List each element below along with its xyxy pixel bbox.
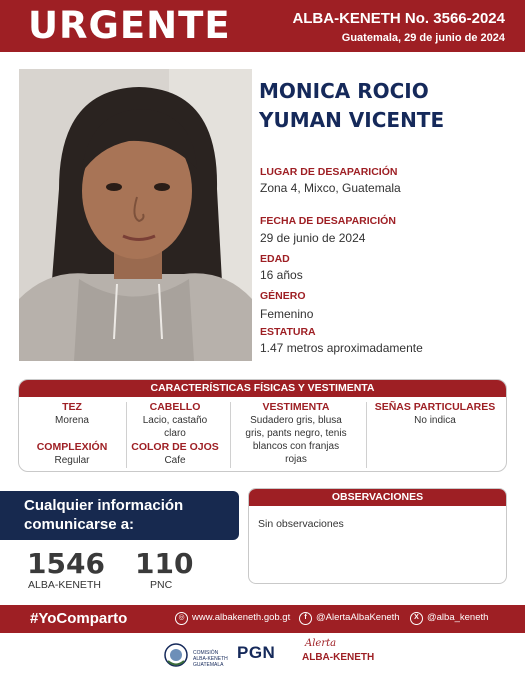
observations-box bbox=[248, 488, 507, 584]
clothing-column bbox=[231, 401, 361, 466]
twitter-link[interactable] bbox=[410, 610, 488, 626]
observations-text: Sin observaciones bbox=[258, 518, 344, 530]
clothing-line-1: Sudadero gris, blusa bbox=[250, 415, 342, 426]
twitter-text: @alba_keneth bbox=[427, 612, 489, 623]
name-line-1: MONICA ROCIO bbox=[259, 79, 429, 103]
hair-column bbox=[127, 401, 223, 440]
facebook-text: @AlertaAlbaKeneth bbox=[316, 612, 400, 623]
alert-location-date: Guatemala, 29 de junio de 2024 bbox=[341, 32, 505, 44]
x-icon: X bbox=[410, 612, 423, 625]
date-label: FECHA DE DESAPARICIÓN bbox=[260, 215, 396, 227]
eyes-column bbox=[127, 441, 223, 467]
pnc-phone[interactable]: 110 bbox=[135, 547, 194, 580]
gender-value: Femenino bbox=[260, 307, 314, 321]
clothing-label: VESTIMENTA bbox=[262, 401, 330, 413]
gender-label: GÉNERO bbox=[260, 290, 306, 302]
complexion-column bbox=[27, 441, 117, 467]
contact-line-2: comunicarse a: bbox=[24, 516, 135, 533]
hair-value-line-1: Lacio, castaño bbox=[142, 415, 208, 426]
marks-label: SEÑAS PARTICULARES bbox=[374, 401, 496, 413]
footer-bar bbox=[0, 605, 525, 633]
contact-text bbox=[24, 496, 183, 534]
hair-label: CABELLO bbox=[149, 401, 201, 413]
contact-line-1: Cualquier información bbox=[24, 497, 184, 514]
name-line-2: YUMAN VICENTE bbox=[259, 108, 445, 132]
height-label: ESTATURA bbox=[260, 326, 316, 338]
place-value: Zona 4, Mixco, Guatemala bbox=[260, 181, 401, 195]
marks-value: No indica bbox=[414, 415, 456, 426]
alba-keneth-logo-text: ALBA-KENETH bbox=[302, 652, 375, 663]
observations-title: OBSERVACIONES bbox=[249, 489, 506, 506]
hashtag: #YoComparto bbox=[30, 610, 128, 627]
tez-column bbox=[27, 401, 117, 427]
facebook-icon: f bbox=[299, 612, 312, 625]
alert-number: ALBA-KENETH No. 3566-2024 bbox=[292, 10, 505, 27]
age-label: EDAD bbox=[260, 253, 290, 265]
alba-keneth-phone-label: ALBA-KENETH bbox=[28, 579, 101, 591]
website-text: www.albakeneth.gob.gt bbox=[192, 612, 291, 623]
eyes-value: Cafe bbox=[164, 455, 186, 466]
globe-icon: ◎ bbox=[175, 612, 188, 625]
clothing-line-3: blancos con franjas bbox=[252, 441, 340, 452]
guatemala-logo-text: COMISIÓN ALBA-KENETH GUATEMALA bbox=[193, 650, 228, 668]
pgn-logo: PGN bbox=[237, 643, 276, 662]
characteristics-title: CARACTERÍSTICAS FÍSICAS Y VESTIMENTA bbox=[19, 380, 506, 397]
complexion-label: COMPLEXIÓN bbox=[36, 441, 108, 453]
alerta-logo-text: Alerta bbox=[305, 638, 337, 649]
missing-person-photo bbox=[19, 69, 252, 361]
height-value: 1.47 metros aproximadamente bbox=[260, 341, 423, 355]
website-link[interactable] bbox=[175, 610, 290, 626]
age-value: 16 años bbox=[260, 268, 303, 282]
complexion-value: Regular bbox=[54, 455, 90, 466]
contact-banner bbox=[0, 491, 239, 540]
clothing-line-2: gris, pants negro, tenis bbox=[245, 428, 347, 439]
guatemala-coat-of-arms-logo bbox=[163, 641, 189, 674]
eyes-label: COLOR DE OJOS bbox=[131, 441, 219, 453]
alba-keneth-phone[interactable]: 1546 bbox=[27, 547, 105, 580]
urgent-title: URGENTE bbox=[28, 4, 231, 47]
header-banner bbox=[0, 0, 525, 52]
date-value: 29 de junio de 2024 bbox=[260, 231, 366, 245]
hair-value-line-2: claro bbox=[164, 428, 186, 439]
tez-value: Morena bbox=[55, 415, 89, 426]
facebook-link[interactable] bbox=[299, 610, 400, 626]
pnc-phone-label: PNC bbox=[150, 579, 173, 591]
marks-column bbox=[367, 401, 503, 427]
place-label: LUGAR DE DESAPARICIÓN bbox=[260, 166, 398, 178]
person-name bbox=[259, 77, 509, 135]
clothing-line-4: rojas bbox=[285, 454, 307, 465]
tez-label: TEZ bbox=[62, 401, 82, 413]
characteristics-box bbox=[18, 379, 507, 472]
